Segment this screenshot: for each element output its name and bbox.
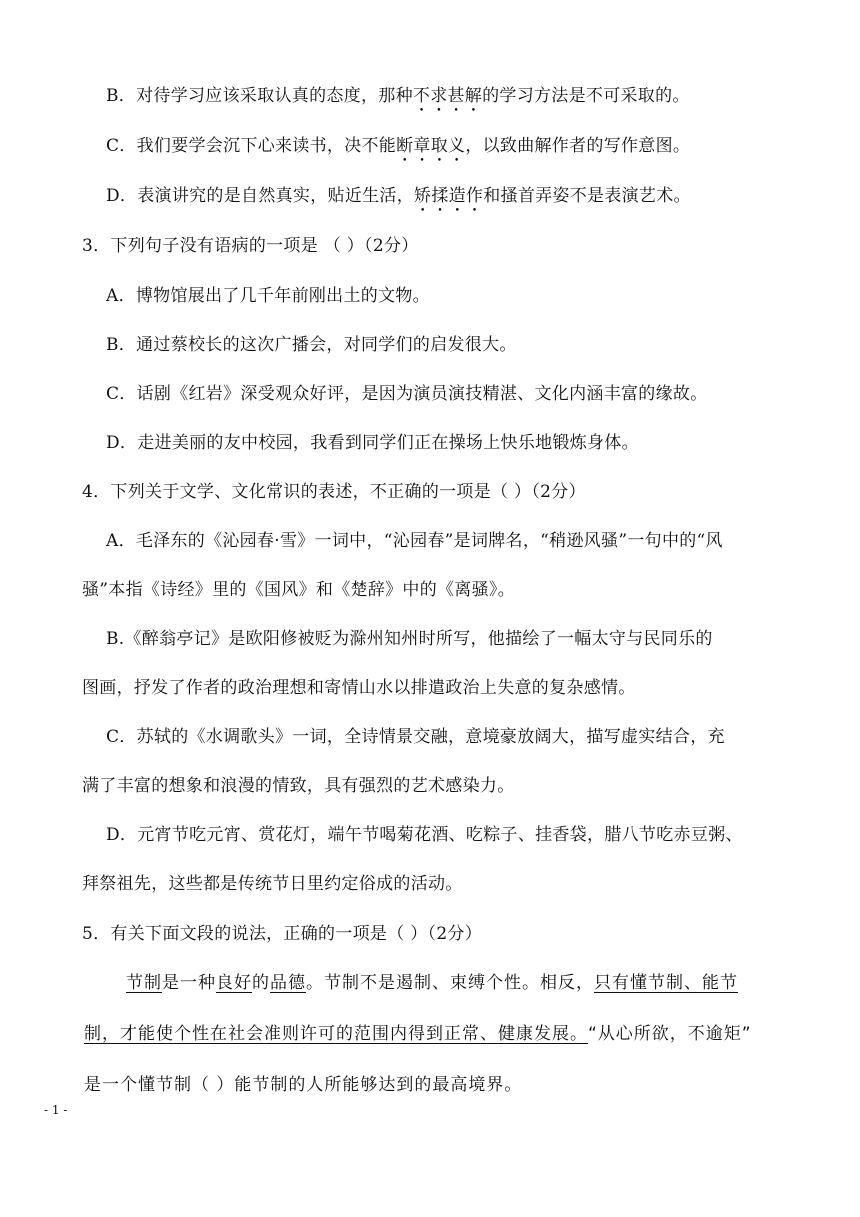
q2-d-emphasis: 矫揉造作 (414, 186, 484, 206)
q4-option-d-line2: 拜祭祖先，这些都是传统节日里约定俗成的活动。 (82, 874, 463, 894)
q4-option-c-line1: C．苏轼的《水调歌头》一词，全诗情景交融，意境豪放阔大，描写虚实结合，充 (106, 727, 725, 747)
q4-option-a-line1: A．毛泽东的《沁园春·雪》一词中，“沁园春”是词牌名，“稍逊风骚”一句中的“风 (106, 531, 723, 551)
q2-c-text: C．我们要学会沉下心来读书，决不能 (106, 136, 397, 156)
q2-option-c (106, 134, 690, 166)
q2-option-b (106, 84, 690, 116)
q4-stem: 4．下列关于文学、文化常识的表述，不正确的一项是（ ）（2分） (82, 482, 586, 502)
q5-passage-text: “从心所欲，不逾矩” (588, 1024, 752, 1044)
q4-option-d-line1: D．元宵节吃元宵、赏花灯，端午节喝菊花酒、吃粽子、挂香袋，腊八节吃赤豆粥、 (106, 825, 743, 845)
q2-c-text-end: ，以致曲解作者的写作意图。 (465, 136, 691, 156)
q2-b-text: B．对待学习应该采取认真的态度，那种 (106, 86, 413, 106)
q5-stem: 5．有关下面文段的说法，正确的一项是（ ）（2分） (82, 924, 483, 944)
q3-option-c: C．话剧《红岩》深受观众好评，是因为演员演技精湛、文化内涵丰富的缘故。 (106, 384, 708, 404)
q5-passage-text: 的 (252, 973, 270, 993)
q5-underlined-word: 节制 (126, 973, 162, 993)
q2-c-emphasis: 断章取义 (396, 136, 466, 156)
q2-option-d (106, 184, 691, 216)
q2-b-text-end: 的学习方法是不可采取的。 (482, 86, 690, 106)
q4-option-b-line2: 图画，抒发了作者的政治理想和寄情山水以排遣政治上失意的复杂感情。 (82, 678, 636, 698)
q5-underlined-phrase: 只有懂节制、能节 (594, 973, 738, 993)
q4-option-c-line2: 满了丰富的想象和浪漫的情致，具有强烈的艺术感染力。 (82, 776, 515, 796)
q3-stem: 3．下列句子没有语病的一项是 （ ）（2分） (82, 236, 419, 256)
q5-underlined-word: 品德 (270, 973, 306, 993)
q3-option-b: B．通过蔡校长的这次广播会，对同学们的启发很大。 (106, 335, 517, 355)
q5-passage-line1 (126, 971, 738, 995)
q5-passage-text: 是一种 (162, 973, 216, 993)
q4-option-a-line2: 骚”本指《诗经》里的《国风》和《楚辞》中的《离骚》。 (82, 580, 515, 600)
q5-passage-text: 。节制不是遏制、束缚个性。相反， (306, 973, 594, 993)
q5-underlined-word: 良好 (216, 973, 252, 993)
q3-option-d: D．走进美丽的友中校园，我看到同学们正在操场上快乐地锻炼身体。 (106, 433, 639, 453)
q5-passage-line2 (84, 1022, 752, 1046)
q4-option-b-line1: B.《醉翁亭记》是欧阳修被贬为滁州知州时所写，他描绘了一幅太守与民同乐的 (106, 629, 713, 649)
q5-passage-line3: 是一个懂节制（ ）能节制的人所能够达到的最高境界。 (84, 1075, 523, 1095)
q2-d-text: D．表演讲究的是自然真实，贴近生活， (106, 186, 415, 206)
q2-d-text-end: 和搔首弄姿不是表演艺术。 (483, 186, 691, 206)
page-number: - 1 - (44, 1103, 68, 1117)
q3-option-a: A．博物馆展出了几千年前刚出土的文物。 (106, 286, 430, 306)
q2-b-emphasis: 不求甚解 (412, 86, 483, 106)
q5-underlined-phrase: 制，才能使个性在社会准则许可的范围内得到正常、健康发展。 (84, 1024, 588, 1044)
